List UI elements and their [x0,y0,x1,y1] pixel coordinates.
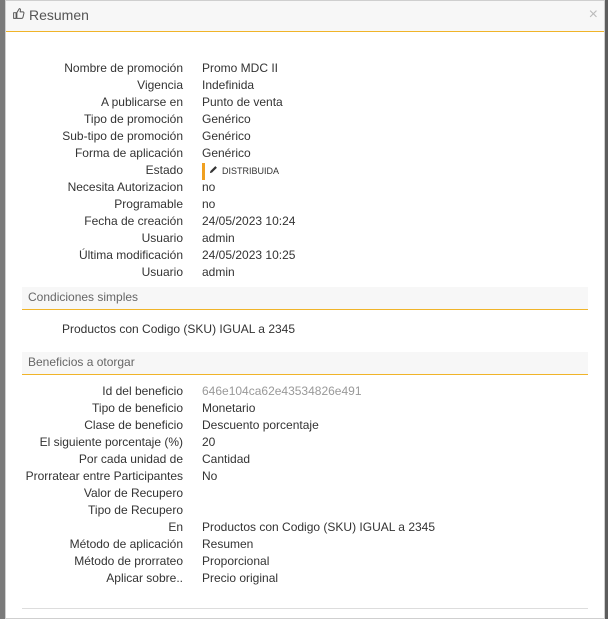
field-label: Clase de beneficio [84,418,183,432]
summary-row [6,128,604,145]
field-label: Tipo de beneficio [92,401,183,415]
benefit-row [6,468,604,485]
close-icon[interactable]: × [588,6,598,23]
status-text: DISTRIBUIDA [222,166,280,176]
field-label: Por cada unidad de [78,452,183,466]
thumbs-up-icon [12,7,25,23]
field-label: Sub-tipo de promoción [62,129,183,143]
field-value: Genérico [202,129,251,143]
dialog-header [6,1,604,32]
pencil-icon [209,163,218,180]
benefit-row [6,451,604,468]
summary-row [6,247,604,264]
field-value: Monetario [202,401,256,415]
dialog-body [6,33,604,618]
field-value: 24/05/2023 10:25 [202,248,296,262]
field-label: Programable [114,197,183,211]
summary-row [6,60,604,77]
benefit-row [6,553,604,570]
benefits-list [6,383,604,587]
field-label: Fecha de creación [84,214,183,228]
condition-text: Productos con Codigo (SKU) IGUAL a 2345 [62,322,296,336]
summary-dialog [5,0,605,619]
field-label: Vigencia [137,78,183,92]
field-label: Forma de aplicación [74,146,183,160]
field-value: Productos con Codigo (SKU) IGUAL a 2345 [202,520,436,534]
summary-row [6,162,604,179]
benefit-row [6,400,604,417]
field-value: admin [202,265,235,279]
field-value: Cantidad [202,452,251,466]
benefits-section-header: Beneficios a otorgar [22,352,588,375]
field-label: Usuario [141,231,183,245]
summary-row [6,213,604,230]
field-value: Promo MDC II [202,61,279,75]
field-label: Estado [145,163,183,177]
field-label: Valor de Recupero [83,486,183,500]
field-label: Prorratear entre Participantes [25,469,183,483]
field-label: Método de prorrateo [74,554,183,568]
summary-row [6,111,604,128]
benefit-row [6,417,604,434]
field-value [202,162,279,179]
summary-row [6,145,604,162]
field-label: Método de aplicación [69,537,183,551]
summary-row [6,196,604,213]
benefit-id: 646e104ca62e43534826e491 [202,384,362,398]
field-value: no [202,180,216,194]
field-label: En [168,520,183,534]
field-value: Indefinida [202,78,255,92]
benefit-row [6,570,604,587]
benefit-row [6,485,604,502]
dialog-title-text: Resumen [29,7,89,23]
field-label: A publicarse en [100,95,183,109]
field-label: Tipo de promoción [84,112,183,126]
field-value: Descuento porcentaje [202,418,319,432]
status-badge[interactable] [202,163,279,180]
benefit-row [6,536,604,553]
field-label: Id del beneficio [102,384,183,398]
benefit-row [6,383,604,400]
benefit-row [6,502,604,519]
field-value: admin [202,231,235,245]
field-value: Genérico [202,112,251,126]
conditions-section-header: Condiciones simples [22,287,588,310]
summary-row [6,230,604,247]
benefit-row [6,434,604,451]
summary-row [6,94,604,111]
field-label: Necesita Autorizacion [67,180,183,194]
field-value: Genérico [202,146,251,160]
summary-row [6,264,604,281]
summary-row [6,77,604,94]
divider [22,608,588,609]
field-label: El siguiente porcentaje (%) [39,435,183,449]
field-value: No [202,469,218,483]
benefit-row [6,519,604,536]
field-value: 24/05/2023 10:24 [202,214,296,228]
field-value: 20 [202,435,216,449]
field-label: Última modificación [78,248,183,262]
field-label: Aplicar sobre.. [106,571,183,585]
summary-list [6,60,604,281]
field-label: Nombre de promoción [64,61,183,75]
field-label: Usuario [141,265,183,279]
field-value: no [202,197,216,211]
field-value: Resumen [202,537,254,551]
field-label: Tipo de Recupero [88,503,183,517]
field-value: Precio original [202,571,279,585]
dialog-title [12,7,89,23]
summary-row [6,179,604,196]
field-value: Punto de venta [202,95,283,109]
field-value: Proporcional [202,554,270,568]
